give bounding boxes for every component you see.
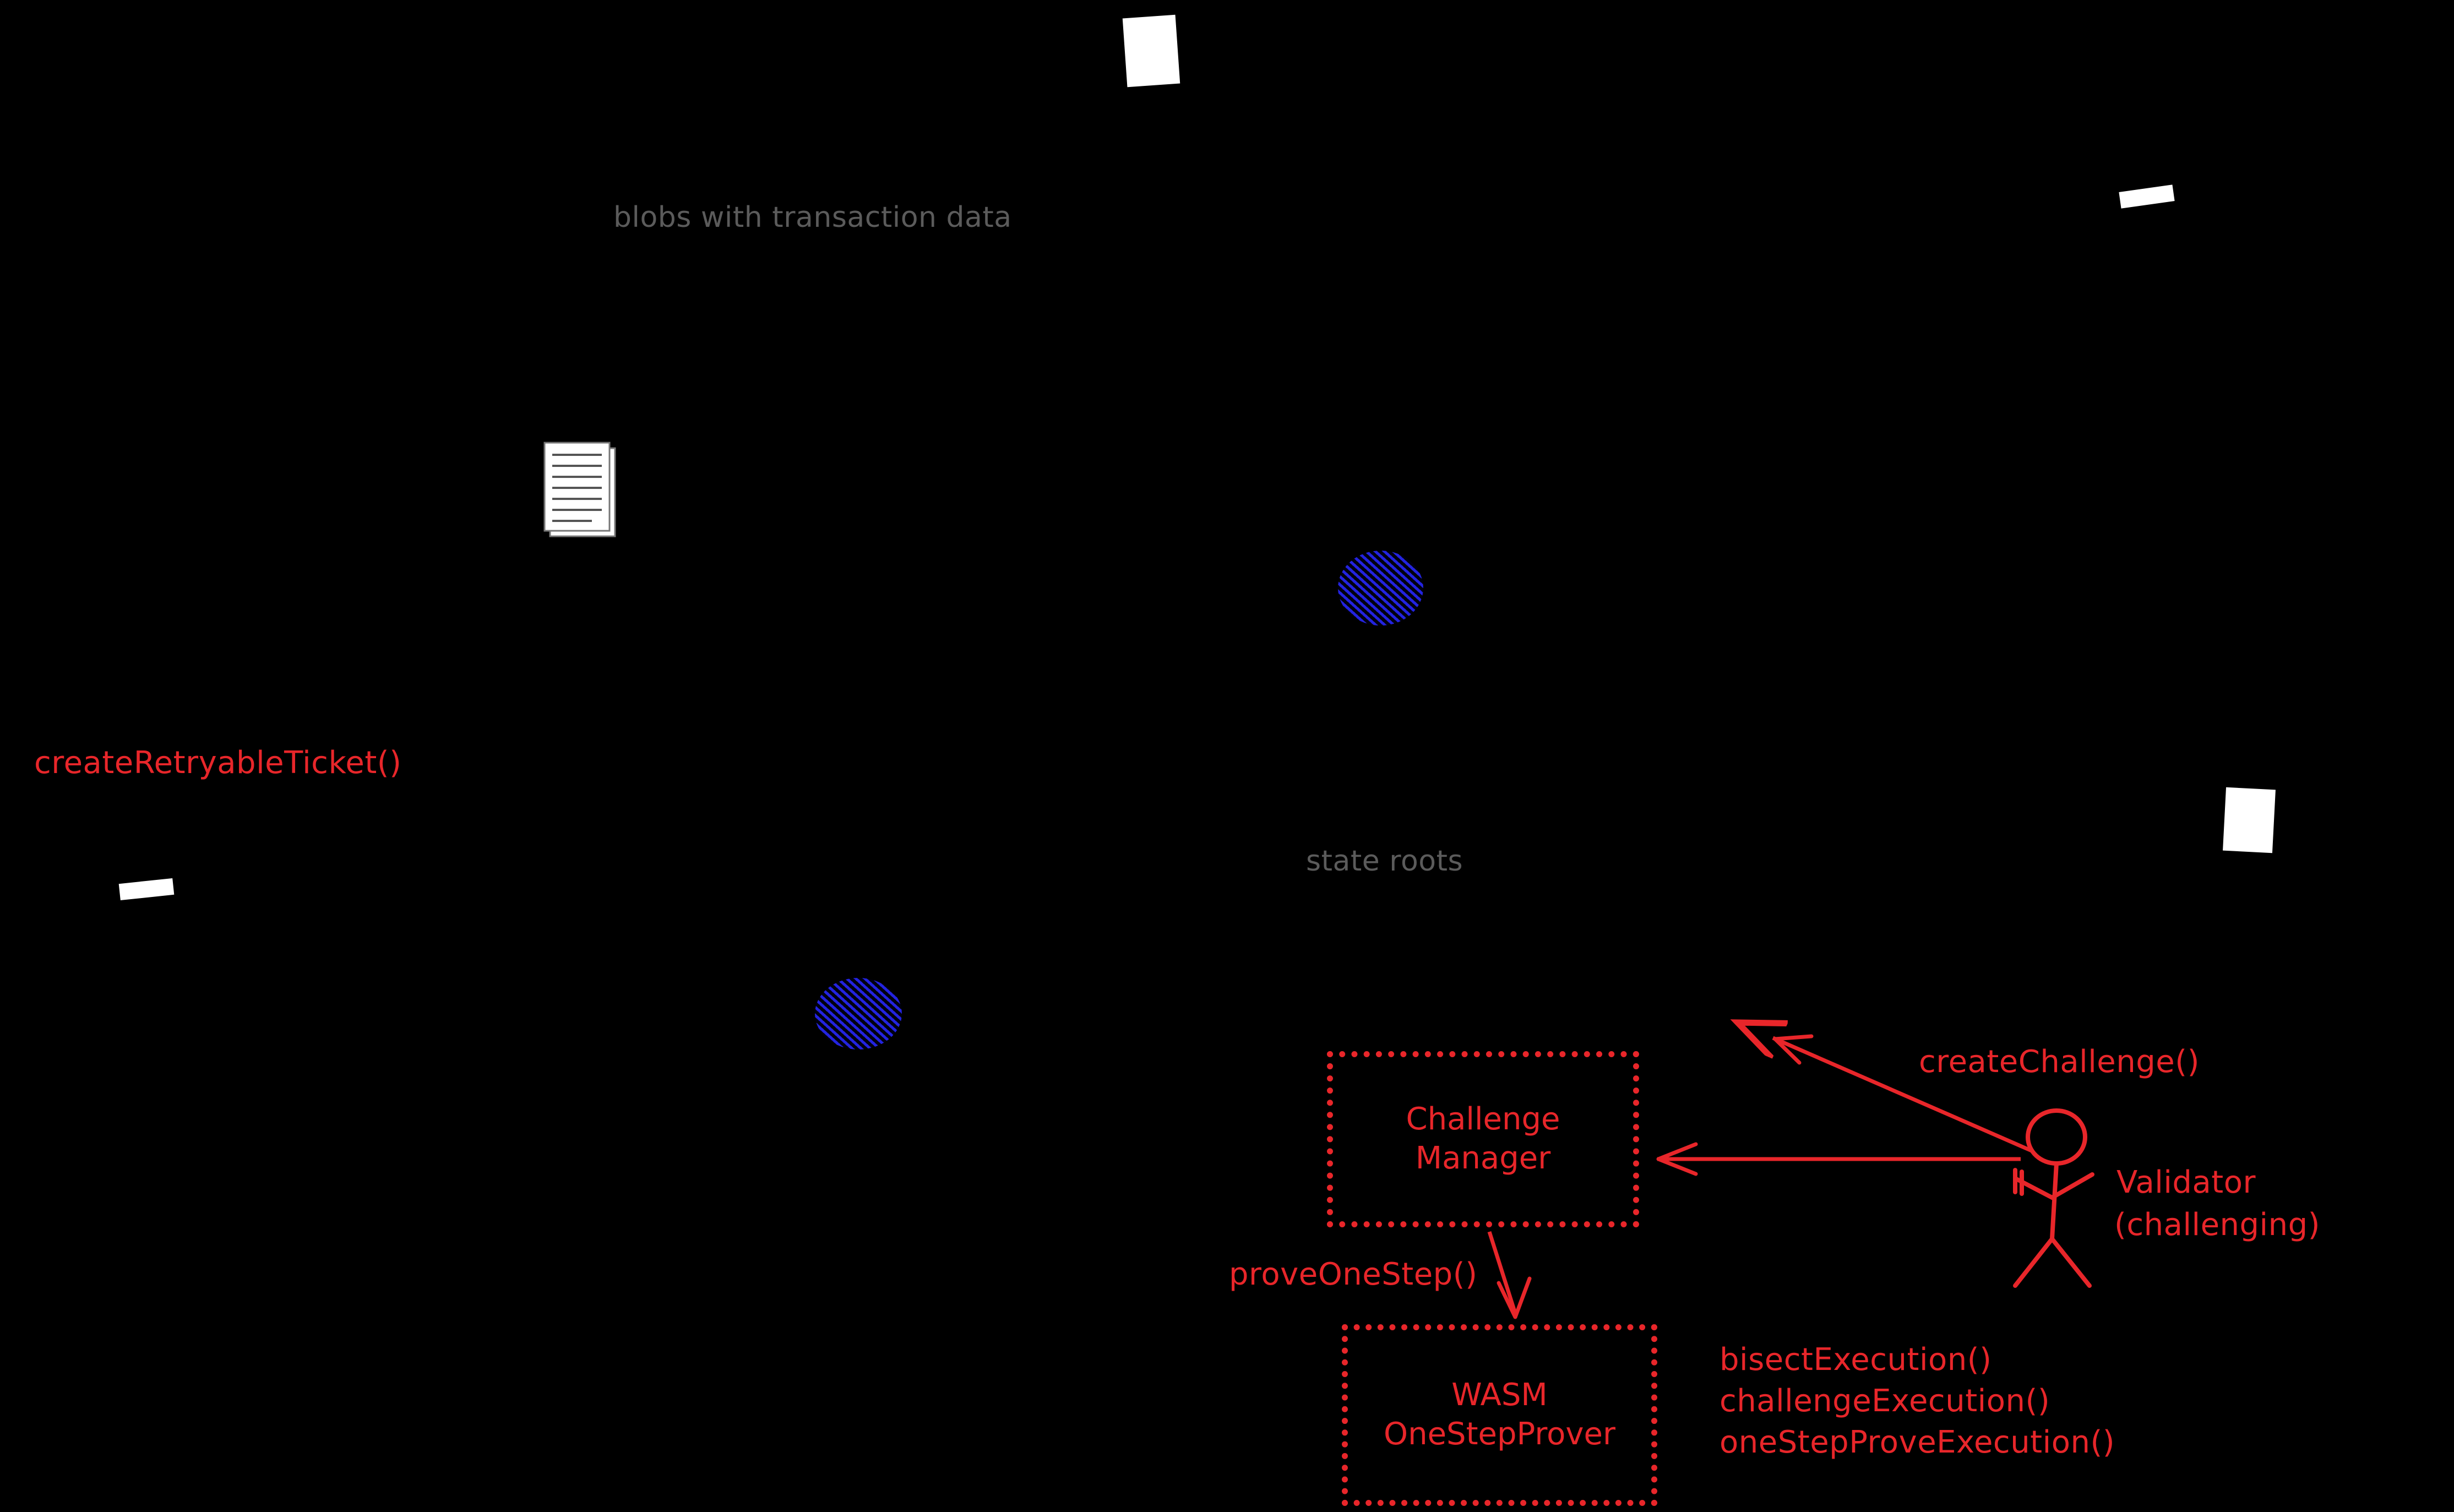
label-validator-role: (challenging): [2114, 1207, 2320, 1243]
label-state-roots: state roots: [1306, 845, 1463, 878]
paper-scrap-icon: [2223, 787, 2276, 853]
node-wasm-one-step-prover[interactable]: [1342, 1324, 1657, 1506]
node-challenge-manager-label: Challenge Manager: [1406, 1101, 1560, 1176]
node-wasm-one-step-prover-label: WASM OneStepProver: [1384, 1377, 1615, 1452]
arrow-icon: [1657, 1144, 2021, 1174]
label-create-retryable-ticket: createRetryableTicket(): [34, 745, 402, 781]
paper-scrap-icon: [119, 878, 175, 900]
label-create-challenge: createChallenge(): [1919, 1044, 2200, 1080]
label-prove-one-step: proveOneStep(): [1229, 1257, 1478, 1292]
blue-hatched-blob-icon: [815, 978, 902, 1049]
node-challenge-manager[interactable]: [1327, 1051, 1639, 1227]
label-blobs-with-transaction-data: blobs with transaction data: [613, 201, 1012, 234]
paper-scrap-icon: [1123, 15, 1180, 87]
label-challenge-execution: challengeExecution(): [1720, 1383, 2050, 1419]
stick-figure-icon: [2015, 1111, 2092, 1286]
arrow-icon: [1489, 1232, 1530, 1317]
document-stack-icon: [542, 440, 625, 540]
label-validator-name: Validator: [2116, 1165, 2256, 1200]
label-one-step-prove-execution: oneStepProveExecution(): [1720, 1424, 2115, 1460]
label-bisect-execution: bisectExecution(): [1720, 1342, 1992, 1378]
paper-scrap-icon: [2119, 184, 2174, 208]
blue-hatched-blob-icon: [1338, 551, 1423, 626]
